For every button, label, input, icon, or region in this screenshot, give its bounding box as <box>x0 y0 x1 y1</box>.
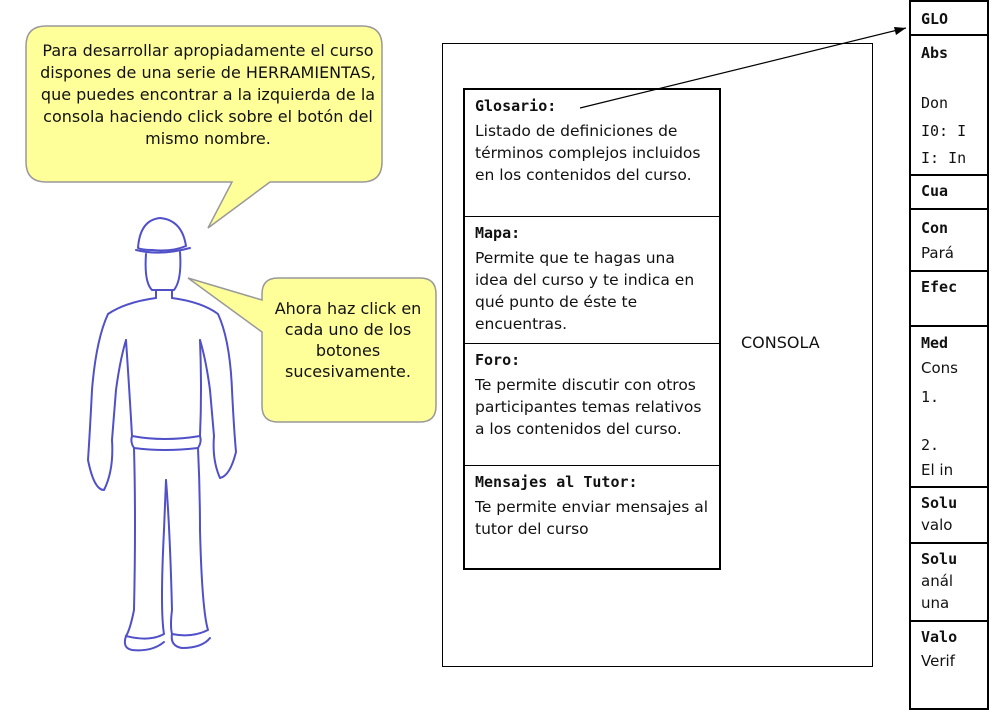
glossary-divider <box>911 486 987 488</box>
glossary-line: Abs <box>921 44 949 62</box>
glossary-divider <box>911 542 987 544</box>
character-sketch <box>60 190 260 670</box>
glossary-line: Con <box>921 219 949 237</box>
glossary-line: Solu <box>921 550 958 568</box>
glossary-line: 1. <box>921 388 940 406</box>
glossary-divider <box>911 325 987 327</box>
glossary-line: I0: I <box>921 122 967 140</box>
tool-description: Te permite enviar mensajes al tutor del curso <box>475 498 709 538</box>
tool-description: Permite que te hagas una idea del curso y te indica en qué punto de éste te encuentras. <box>475 249 695 333</box>
tool-item-mapa <box>465 217 719 344</box>
console-label: CONSOLA <box>741 333 820 352</box>
tool-item-mensajes-tutor <box>465 466 719 546</box>
glossary-line: Verif <box>921 652 955 670</box>
tool-item-foro <box>465 344 719 466</box>
glossary-line: Cons <box>921 359 958 377</box>
glossary-line: Med <box>921 334 949 352</box>
tools-list <box>463 88 721 570</box>
glossary-panel <box>909 0 989 710</box>
glossary-header: GLO <box>921 10 949 28</box>
glossary-line: Efec <box>921 278 958 296</box>
glossary-line: Solu <box>921 494 958 512</box>
tool-title: Glosario: <box>475 97 557 115</box>
tool-description: Listado de definiciones de términos complejos incluidos en los contenidos del curso. <box>475 122 701 184</box>
glossary-line: El in <box>921 461 954 479</box>
tool-title: Mapa: <box>475 224 521 242</box>
tool-item-glosario <box>465 90 719 217</box>
glossary-divider <box>911 270 987 272</box>
tool-title: Foro: <box>475 351 521 369</box>
glossary-line: 2. <box>921 436 940 454</box>
glossary-divider <box>911 620 987 622</box>
glossary-line: Don <box>921 94 949 112</box>
tool-description: Te permite discutir con otros participantes temas relativos a los contenidos del curso. <box>475 376 702 438</box>
glossary-line: una <box>921 594 950 612</box>
glossary-divider <box>911 174 987 176</box>
glossary-line: Pará <box>921 244 954 262</box>
intro-bubble-text: Para desarrollar apropiadamente el curso dispones de una serie de HERRAMIENTAS, que puedes encontrar a la izquierda de la consola haciendo click sobre el botón del mismo nombre. <box>40 41 376 148</box>
glossary-divider <box>911 208 987 210</box>
glossary-divider <box>911 34 987 36</box>
next-bubble-text: Ahora haz click en cada uno de los botones sucesivamente. <box>274 299 422 381</box>
tool-title: Mensajes al Tutor: <box>475 473 638 491</box>
glossary-line: anál <box>921 572 954 590</box>
glossary-line: valo <box>921 516 953 534</box>
glossary-line: Valo <box>921 628 958 646</box>
glossary-line: Cua <box>921 182 949 200</box>
glossary-line: I: In <box>921 149 967 167</box>
